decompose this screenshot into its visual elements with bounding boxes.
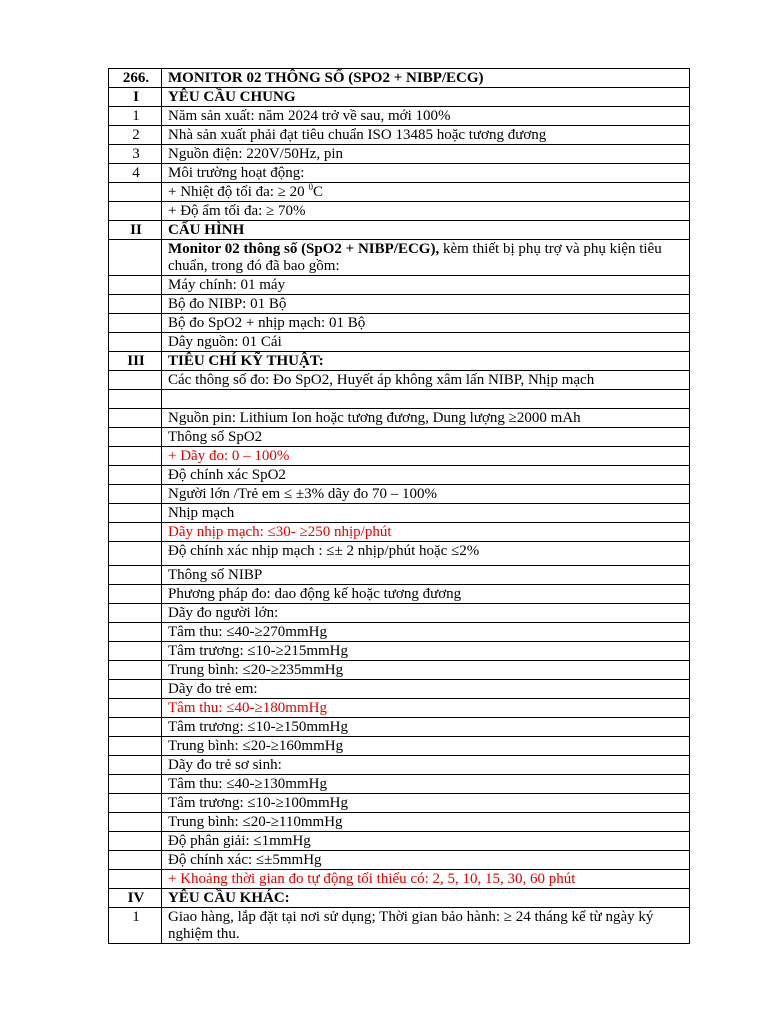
row-number-empty: [109, 604, 162, 623]
row-number-empty: [109, 390, 162, 409]
table-row: [109, 642, 690, 661]
table-row: [109, 870, 690, 889]
row-text: Dãy đo người lớn:: [162, 604, 690, 623]
section-label: II: [109, 221, 162, 240]
row-number-empty: [109, 642, 162, 661]
row-text: Tâm thu: ≤40-≥270mmHg: [162, 623, 690, 642]
row-number-empty: [109, 623, 162, 642]
row-number-empty: [109, 504, 162, 523]
row-text: [162, 390, 690, 409]
row-text: Độ phân giải: ≤1mmHg: [162, 832, 690, 851]
row-text: Dãy đo trẻ em:: [162, 680, 690, 699]
header-row: [109, 69, 690, 88]
row-text: Bộ đo SpO2 + nhịp mạch: 01 Bộ: [162, 314, 690, 333]
row-text: Trung bình: ≤20-≥235mmHg: [162, 661, 690, 680]
table-row: [109, 661, 690, 680]
table-row: [109, 504, 690, 523]
section-label: IV: [109, 889, 162, 908]
row-number-empty: [109, 870, 162, 889]
table-row: [109, 333, 690, 352]
table-row: [109, 851, 690, 870]
row-text: Giao hàng, lắp đặt tại nơi sử dụng; Thời gian bảo hành: ≥ 24 tháng kể từ ngày ký nghiệm thu.: [162, 908, 690, 944]
row-number-empty: [109, 737, 162, 756]
row-number: 2: [109, 126, 162, 145]
section-label: III: [109, 352, 162, 371]
table-row: [109, 276, 690, 295]
row-number-empty: [109, 756, 162, 775]
table-row: [109, 680, 690, 699]
section-label: I: [109, 88, 162, 107]
table-row-blank: [109, 390, 690, 409]
configuration-intro-bold: Monitor 02 thông số (SpO2 + NIBP/ECG),: [168, 241, 440, 257]
row-text: Nhịp mạch: [162, 504, 690, 523]
table-row: [109, 202, 690, 221]
row-text: Dãy đo trẻ sơ sinh:: [162, 756, 690, 775]
row-number-empty: [109, 699, 162, 718]
table-row: [109, 775, 690, 794]
table-row: [109, 794, 690, 813]
table-row: [109, 466, 690, 485]
row-number: 3: [109, 145, 162, 164]
configuration-intro: [162, 240, 690, 276]
row-number-empty: [109, 295, 162, 314]
table-row: [109, 523, 690, 542]
row-text: Nguồn pin: Lithium Ion hoặc tương đương, Dung lượng ≥2000 mAh: [162, 409, 690, 428]
section-heading: YÊU CẦU KHÁC:: [162, 889, 690, 908]
item-number: 266.: [109, 69, 162, 88]
row-text: Bộ đo NIBP: 01 Bộ: [162, 295, 690, 314]
row-text: Tâm thu: ≤40-≥130mmHg: [162, 775, 690, 794]
row-text: Độ chính xác SpO2: [162, 466, 690, 485]
row-number-empty: [109, 276, 162, 295]
table-row: [109, 908, 690, 944]
row-text: Người lớn /Trẻ em ≤ ±3% dãy đo 70 – 100%: [162, 485, 690, 504]
table-row: [109, 126, 690, 145]
row-text-temperature: [162, 183, 690, 202]
row-number: 4: [109, 164, 162, 183]
row-number-empty: [109, 566, 162, 585]
table-row: [109, 240, 690, 276]
temperature-text: + Nhiệt độ tối đa: ≥ 20: [168, 184, 309, 200]
table-row: [109, 145, 690, 164]
row-text: Nguồn điện: 220V/50Hz, pin: [162, 145, 690, 164]
row-number-empty: [109, 832, 162, 851]
row-number-empty: [109, 775, 162, 794]
row-number-empty: [109, 523, 162, 542]
row-text: Tâm trương: ≤10-≥150mmHg: [162, 718, 690, 737]
row-text: Năm sản xuất: năm 2024 trở về sau, mới 100%: [162, 107, 690, 126]
table-row: [109, 832, 690, 851]
section-heading-row: [109, 352, 690, 371]
row-text: Tâm trương: ≤10-≥215mmHg: [162, 642, 690, 661]
row-text: Thông số NIBP: [162, 566, 690, 585]
row-number-empty: [109, 202, 162, 221]
row-number-empty: [109, 240, 162, 276]
row-text: Dây nguồn: 01 Cái: [162, 333, 690, 352]
row-number-empty: [109, 371, 162, 390]
section-heading: CẤU HÌNH: [162, 221, 690, 240]
section-heading-row: [109, 221, 690, 240]
row-number-empty: [109, 718, 162, 737]
table-row: [109, 409, 690, 428]
section-heading: YÊU CẦU CHUNG: [162, 88, 690, 107]
row-number-empty: [109, 542, 162, 566]
degree-superscript: 0: [308, 182, 313, 192]
row-number-empty: [109, 428, 162, 447]
table-row: [109, 623, 690, 642]
row-text-highlight: Dãy nhịp mạch: ≤30- ≥250 nhịp/phút: [162, 523, 690, 542]
table-row: [109, 699, 690, 718]
row-text: Các thông số đo: Đo SpO2, Huyết áp không xâm lấn NIBP, Nhịp mạch: [162, 371, 690, 390]
row-text: Thông số SpO2: [162, 428, 690, 447]
row-number-empty: [109, 851, 162, 870]
table-row: [109, 428, 690, 447]
row-number-empty: [109, 794, 162, 813]
table-row: [109, 183, 690, 202]
row-text: Độ chính xác nhịp mạch : ≤± 2 nhịp/phút hoặc ≤2%: [162, 542, 690, 566]
table-row: [109, 164, 690, 183]
table-row: [109, 542, 690, 566]
table-row: [109, 737, 690, 756]
row-number-empty: [109, 314, 162, 333]
row-text-highlight: + Khoảng thời gian đo tự động tối thiểu có: 2, 5, 10, 15, 30, 60 phút: [162, 870, 690, 889]
row-text: Trung bình: ≤20-≥110mmHg: [162, 813, 690, 832]
section-heading-row: [109, 88, 690, 107]
configuration-intro-rest: kèm thiết bị phụ trợ và phụ kiện tiêu chuẩn, trong đó đã bao gồm:: [168, 241, 662, 274]
row-text-highlight: Tâm thu: ≤40-≥180mmHg: [162, 699, 690, 718]
row-text: Độ chính xác: ≤±5mmHg: [162, 851, 690, 870]
row-text: + Độ ẩm tối đa: ≥ 70%: [162, 202, 690, 221]
temperature-unit: C: [312, 184, 323, 200]
table-row: [109, 485, 690, 504]
row-text: Nhà sản xuất phải đạt tiêu chuẩn ISO 13485 hoặc tương đương: [162, 126, 690, 145]
table-row: [109, 813, 690, 832]
table-row: [109, 756, 690, 775]
row-text: Trung bình: ≤20-≥160mmHg: [162, 737, 690, 756]
row-number-empty: [109, 680, 162, 699]
row-number-empty: [109, 183, 162, 202]
table-row: [109, 447, 690, 466]
row-number: 1: [109, 908, 162, 944]
row-text: Máy chính: 01 máy: [162, 276, 690, 295]
table-row: [109, 718, 690, 737]
row-number-empty: [109, 466, 162, 485]
section-heading-row: [109, 889, 690, 908]
row-number-empty: [109, 485, 162, 504]
row-text: Môi trường hoạt động:: [162, 164, 690, 183]
row-text: Phương pháp đo: dao động kế hoặc tương đương: [162, 585, 690, 604]
row-number: 1: [109, 107, 162, 126]
row-number-empty: [109, 409, 162, 428]
table-row: [109, 371, 690, 390]
row-text-highlight: + Dãy đo: 0 – 100%: [162, 447, 690, 466]
table-row: [109, 585, 690, 604]
table-row: [109, 107, 690, 126]
row-number-empty: [109, 813, 162, 832]
table-row: [109, 566, 690, 585]
section-heading: TIÊU CHÍ KỸ THUẬT:: [162, 352, 690, 371]
table-row: [109, 295, 690, 314]
row-number-empty: [109, 333, 162, 352]
table-row: [109, 314, 690, 333]
table-row: [109, 604, 690, 623]
item-title: MONITOR 02 THÔNG SỐ (SPO2 + NIBP/ECG): [162, 69, 690, 88]
row-number-empty: [109, 585, 162, 604]
row-number-empty: [109, 447, 162, 466]
spec-table: [108, 68, 690, 944]
row-number-empty: [109, 661, 162, 680]
row-text: Tâm trương: ≤10-≥100mmHg: [162, 794, 690, 813]
